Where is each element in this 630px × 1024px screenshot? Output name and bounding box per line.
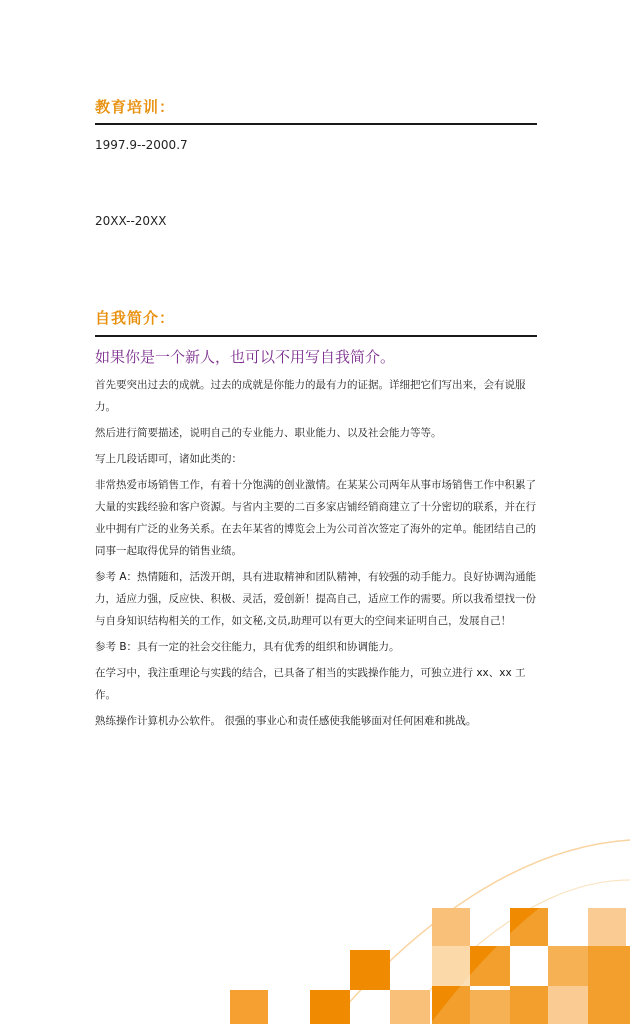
intro-paragraph: 写上几段话即可，诸如此类的： (95, 453, 242, 465)
intro-paragraph: 在学习中，我注重理论与实践的结合，已具备了相当的实践操作能力，可独立进行 xx、xx 工作。 (95, 667, 526, 701)
education-section-title: 教育培训： (95, 98, 176, 116)
education-date-2: 20XX--20XX (95, 214, 167, 228)
intro-paragraph: 然后进行简要描述，说明自己的专业能力、职业能力、以及社会能力等等。 (95, 427, 442, 439)
intro-paragraph: 熟练操作计算机办公软件。 很强的事业心和责任感使我能够面对任何困难和挑战。 (95, 715, 477, 727)
intro-section-title: 自我简介： (95, 309, 176, 327)
intro-paragraph: 参考 A：热情随和，活泼开朗，具有进取精神和团队精神，有较强的动手能力。良好协调沟通能力，适应力强，反应快、积极、灵活，爱创新！提高自己，适应工作的需要。所以我希望找一份与自身知识结构相关的工作，如文秘,文员,助理可以有更大的空间来证明自己，发展自己！ (95, 571, 537, 627)
intro-paragraph: 首先要突出过去的成就。过去的成就是你能力的最有力的证据。详细把它们写出来，会有说服力。 (95, 379, 526, 413)
intro-paragraph: 参考 B：具有一定的社会交往能力，具有优秀的组织和协调能力。 (95, 641, 400, 653)
intro-subtitle: 如果你是一个新人，也可以不用写自我简介。 (95, 348, 396, 366)
education-divider (95, 123, 537, 125)
education-date-1: 1997.9--2000.7 (95, 138, 188, 152)
intro-divider (95, 335, 537, 337)
intro-body (95, 374, 541, 736)
intro-paragraph: 非常热爱市场销售工作，有着十分饱满的创业激情。在某某公司两年从事市场销售工作中积累了大量的实践经验和客户资源。与省内主要的二百多家店铺经销商建立了十分密切的联系，并在行业中拥有广泛的业务关系。在去年某省的博览会上为公司首次签定了海外的定单。能团结自己的同事一起取得优异的销售业绩。 (95, 479, 536, 557)
